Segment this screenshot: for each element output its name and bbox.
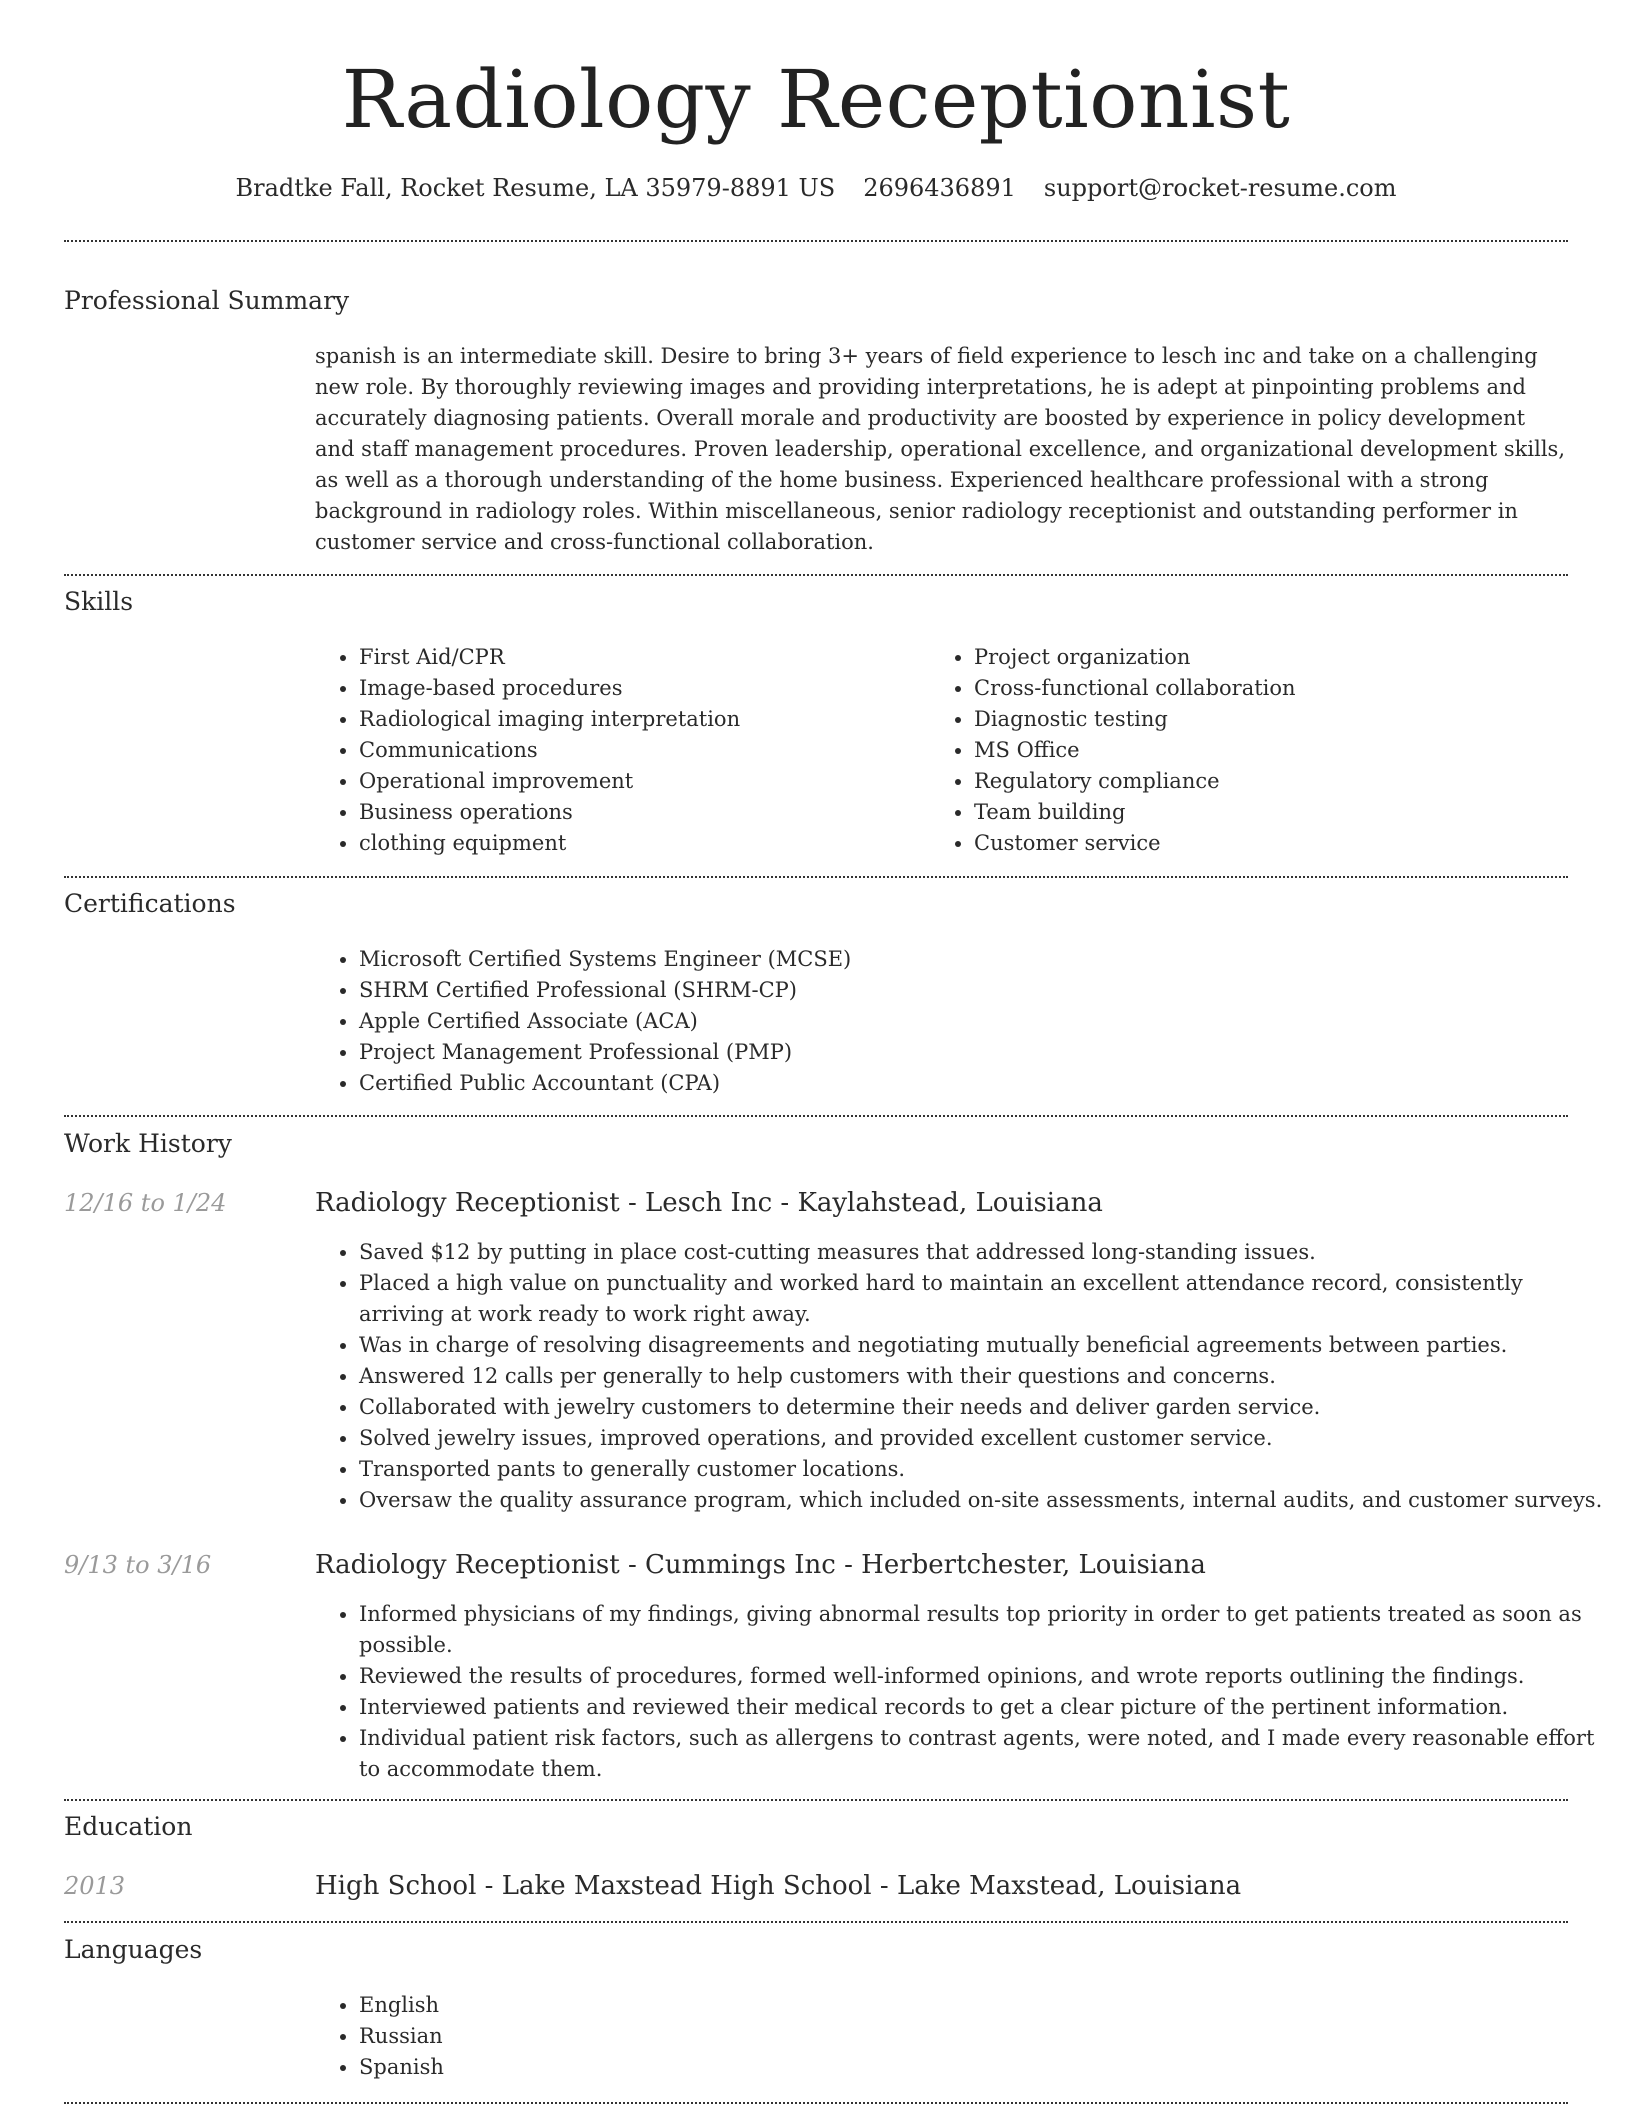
list-item: • Russian [359, 2021, 959, 2052]
job-heading: Radiology Receptionist - Cummings Inc - Herbertchester, Louisiana [315, 1550, 1206, 1580]
contact-email[interactable]: support@rocket-resume.com [1043, 174, 1397, 202]
list-item: • Informed physicians of my findings, giving abnormal results top priority in order to get patients treated as soon as possible. [359, 1599, 1612, 1661]
list-item: • Saved $12 by putting in place cost-cutting measures that addressed long-standing issues. [359, 1237, 1612, 1268]
job-dates: 12/16 to 1/24 [64, 1189, 227, 1217]
list-item: • Apple Certified Associate (ACA) [359, 1006, 1559, 1037]
list-item: • Oversaw the quality assurance program, which included on-site assessments, internal audits, and customer surveys. [359, 1485, 1612, 1516]
list-item: • Customer service [974, 828, 1574, 859]
list-item: • Cross-functional collaboration [974, 673, 1574, 704]
contact-address: Bradtke Fall, Rocket Resume, LA 35979-8891 US [235, 174, 836, 202]
list-item: • Radiological imaging interpretation [359, 704, 919, 735]
divider [64, 1115, 1568, 1117]
section-title-skills: Skills [64, 587, 134, 616]
divider [64, 574, 1568, 576]
contact-phone: 2696436891 [863, 174, 1016, 202]
list-item: • Collaborated with jewelry customers to determine their needs and deliver garden service. [359, 1392, 1612, 1423]
section-title-work-history: Work History [64, 1129, 232, 1158]
divider [64, 2102, 1568, 2104]
job-heading: Radiology Receptionist - Lesch Inc - Kaylahstead, Louisiana [315, 1188, 1103, 1218]
contact-line [0, 172, 1632, 204]
list-item: • Microsoft Certified Systems Engineer (MCSE) [359, 944, 1559, 975]
education-year: 2013 [64, 1872, 126, 1900]
list-item: • Interviewed patients and reviewed their medical records to get a clear picture of the pertinent information. [359, 1692, 1612, 1723]
list-item: • English [359, 1990, 959, 2021]
list-item: • Transported pants to generally customer locations. [359, 1454, 1612, 1485]
list-item: • Solved jewelry issues, improved operations, and provided excellent customer service. [359, 1423, 1612, 1454]
list-item: • Spanish [359, 2052, 959, 2083]
list-item: • Project organization [974, 642, 1574, 673]
list-item: • SHRM Certified Professional (SHRM-CP) [359, 975, 1559, 1006]
section-title-summary: Professional Summary [64, 286, 350, 315]
list-item: • clothing equipment [359, 828, 919, 859]
resume-name: Radiology Receptionist [341, 53, 1291, 146]
job-dates: 9/13 to 3/16 [64, 1551, 212, 1579]
job-bullets [315, 1599, 1612, 1785]
list-item: • Business operations [359, 797, 919, 828]
education-heading: High School - Lake Maxstead High School - Lake Maxstead, Louisiana [315, 1871, 1242, 1901]
list-item: • Regulatory compliance [974, 766, 1574, 797]
list-item: • Communications [359, 735, 919, 766]
certifications-list [315, 944, 1559, 1099]
divider [64, 240, 1568, 242]
summary-text: spanish is an intermediate skill. Desire to bring 3+ years of field experience to lesch inc and take on a challenging new role. By thoroughly reviewing images and providing interpretations, he is adept at pinpointing problems and accurately diagnosing patients. Overall morale and productivity are boosted by experience in policy development and staff management procedures. Proven leadership, operational excellence, and organizational development skills, as well as a thorough understanding of the home business. Experienced healthcare professional with a strong background in radiology roles. Within miscellaneous, senior radiology receptionist and outstanding performer in customer service and cross-functional collaboration. [315, 344, 1565, 554]
list-item: • MS Office [974, 735, 1574, 766]
divider [64, 1799, 1568, 1801]
list-item: • Answered 12 calls per generally to help customers with their questions and concerns. [359, 1361, 1612, 1392]
list-item: • Was in charge of resolving disagreements and negotiating mutually beneficial agreements between parties. [359, 1330, 1612, 1361]
list-item: • First Aid/CPR [359, 642, 919, 673]
list-item: • Operational improvement [359, 766, 919, 797]
section-title-certifications: Certifications [64, 889, 236, 918]
list-item: • Reviewed the results of procedures, formed well-informed opinions, and wrote reports outlining the findings. [359, 1661, 1612, 1692]
list-item: • Team building [974, 797, 1574, 828]
job-bullets [315, 1237, 1612, 1516]
skills-list-right [930, 642, 1574, 859]
section-title-education: Education [64, 1812, 193, 1841]
divider [64, 1921, 1568, 1923]
section-title-languages: Languages [64, 1935, 203, 1964]
languages-list [315, 1990, 959, 2083]
list-item: • Diagnostic testing [974, 704, 1574, 735]
list-item: • Certified Public Accountant (CPA) [359, 1068, 1559, 1099]
list-item: • Individual patient risk factors, such as allergens to contrast agents, were noted, and I made every reasonable effort to accommodate them. [359, 1723, 1612, 1785]
list-item: • Placed a high value on punctuality and worked hard to maintain an excellent attendance record, consistently arriving at work ready to work right away. [359, 1268, 1612, 1330]
divider [64, 876, 1568, 878]
list-item: • Image-based procedures [359, 673, 919, 704]
list-item: • Project Management Professional (PMP) [359, 1037, 1559, 1068]
skills-list-left [315, 642, 919, 859]
